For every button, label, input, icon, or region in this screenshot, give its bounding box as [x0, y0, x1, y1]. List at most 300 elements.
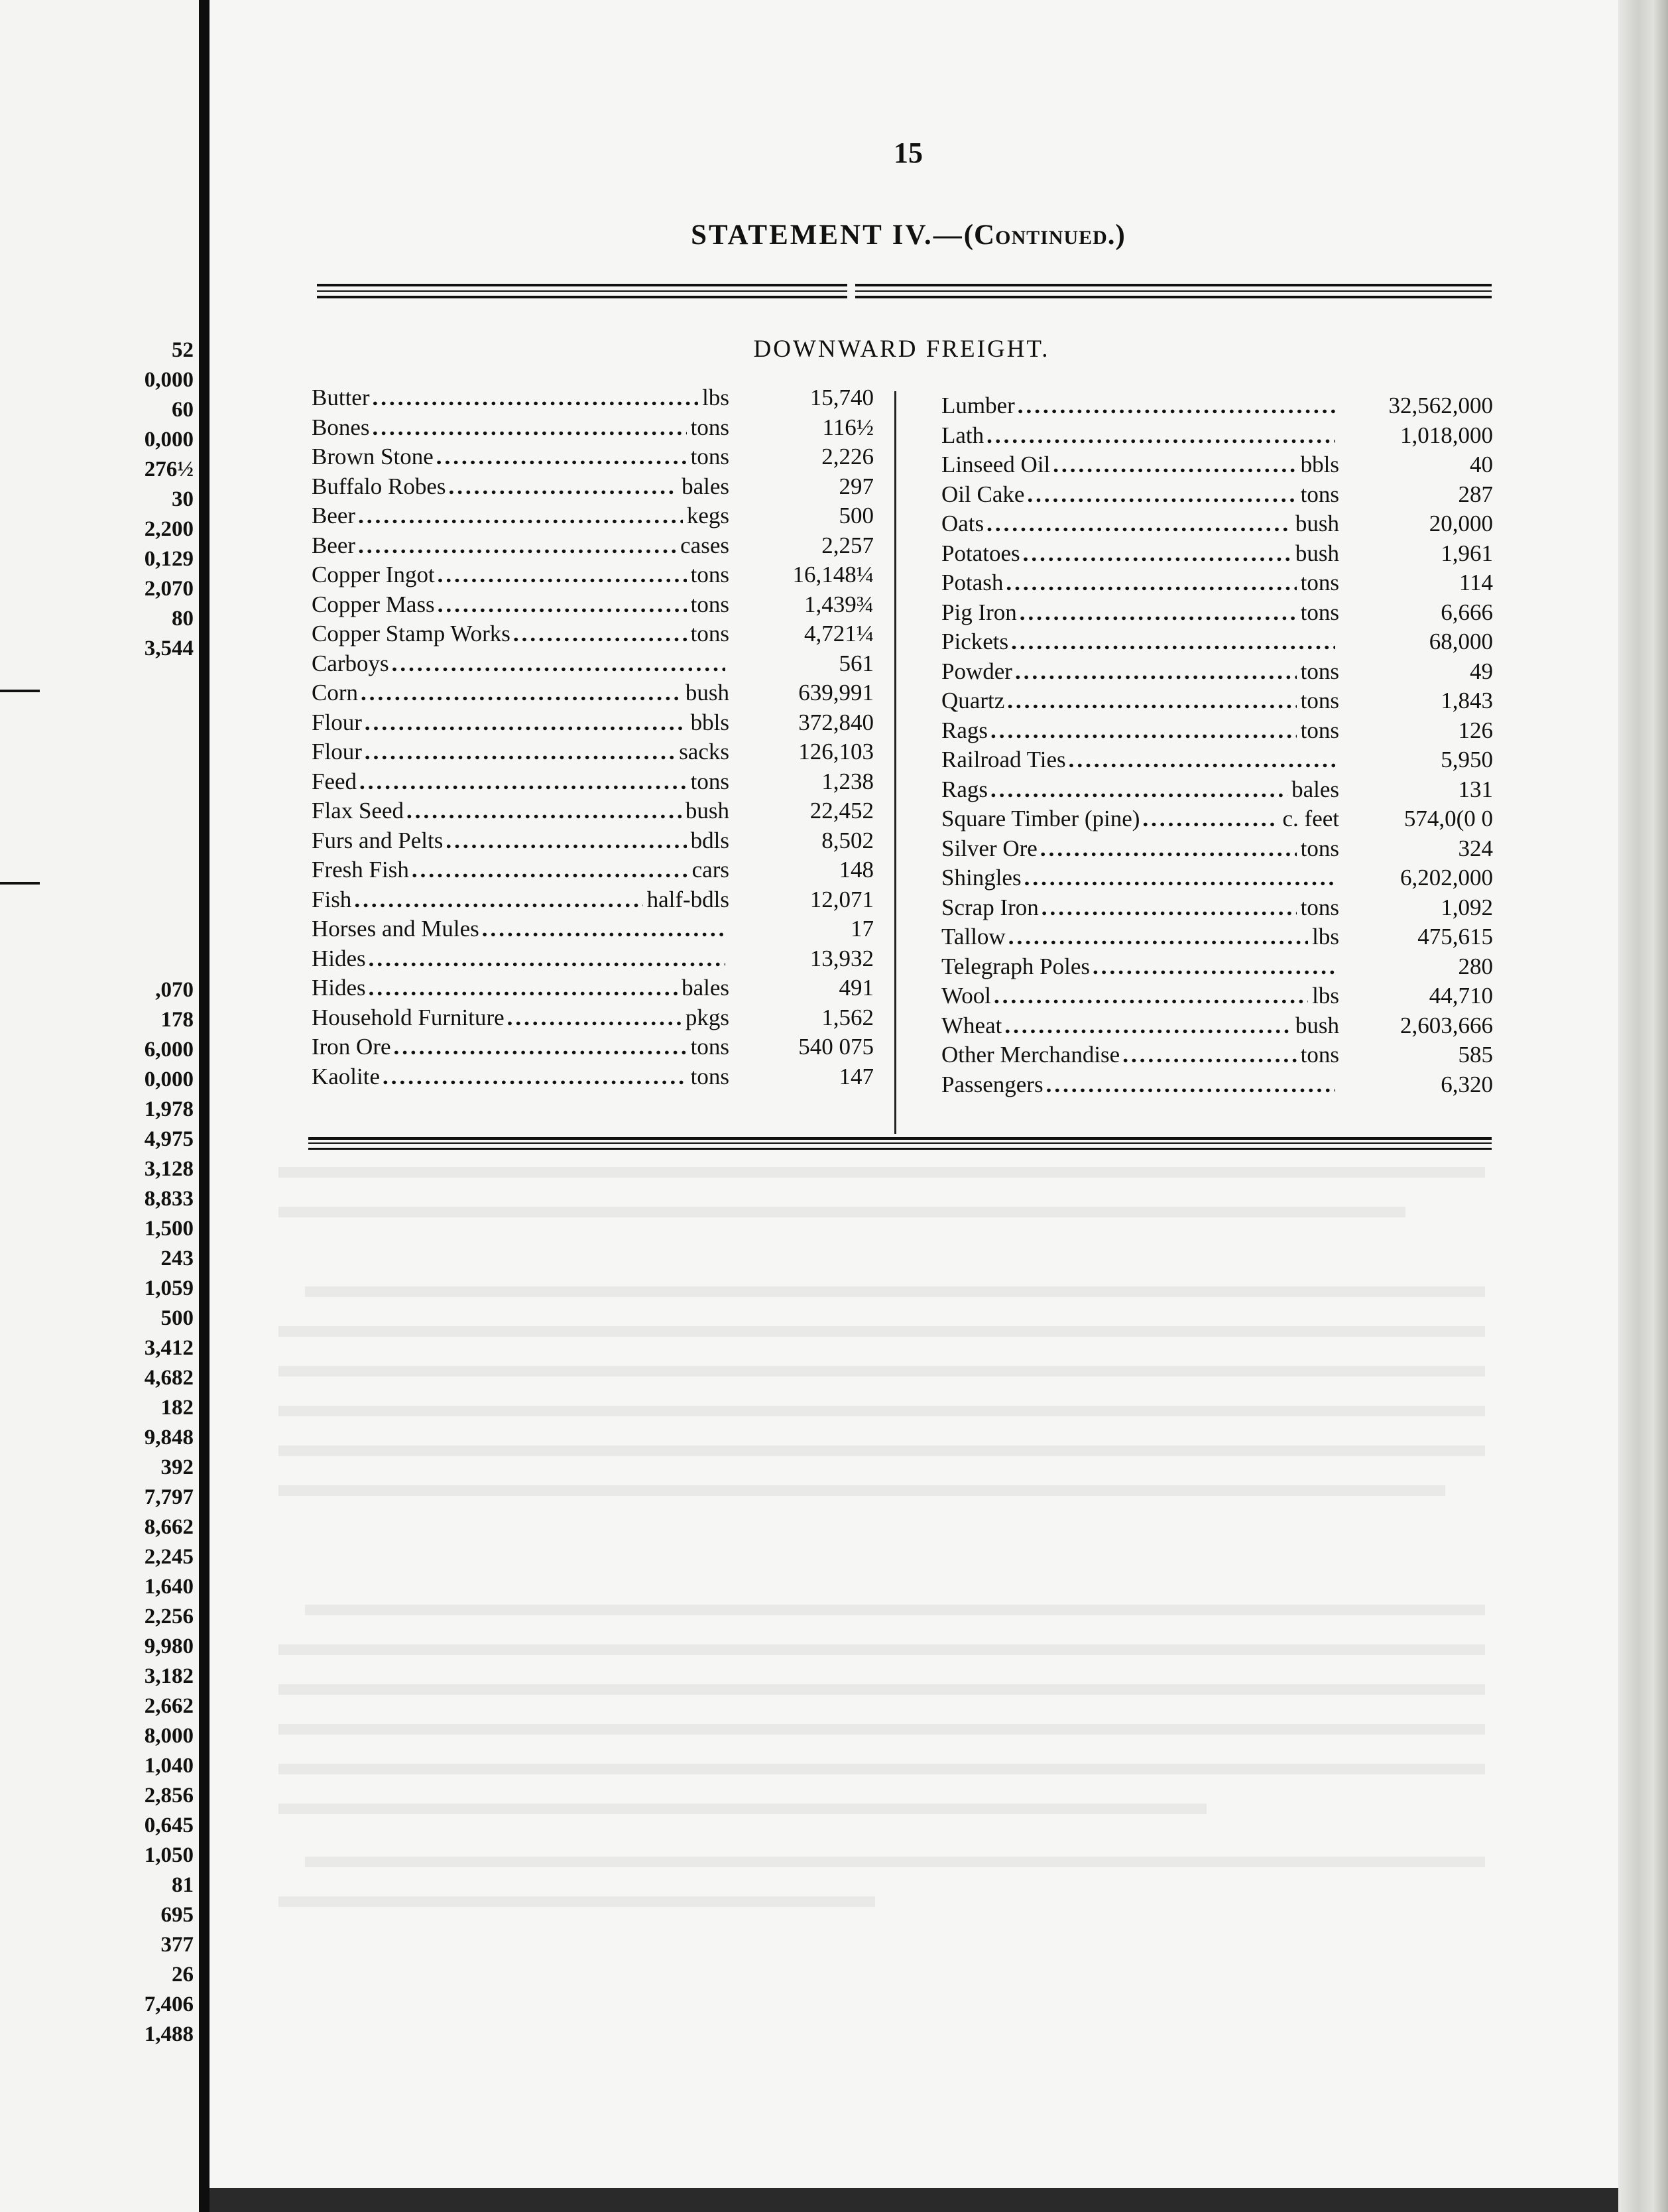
title-rule-left-bottom — [317, 296, 847, 298]
item-value: 540 075 — [798, 1034, 874, 1060]
item-value: 372,840 — [798, 709, 874, 735]
item-cell — [941, 1070, 1339, 1099]
item-unit: cars — [691, 857, 729, 883]
facing-page-number: 276½ — [144, 458, 194, 481]
item-cell — [941, 480, 1339, 509]
item-name: Beer — [312, 532, 356, 558]
item-name: Other Merchandise — [941, 1042, 1120, 1068]
item-cell — [312, 649, 729, 678]
item-cell — [312, 1062, 729, 1091]
item-value: 12,071 — [809, 886, 874, 912]
facing-page-number: 9,980 — [144, 1634, 194, 1658]
facing-page-number: 3,412 — [144, 1336, 194, 1360]
item-cell — [312, 560, 729, 589]
section-heading: DOWNWARD FREIGHT. — [753, 336, 1050, 363]
facing-page-number: 1,488 — [144, 2022, 194, 2046]
item-cell — [312, 590, 729, 619]
table-rule-mid — [308, 1142, 1492, 1144]
item-unit: tons — [690, 621, 729, 646]
item-unit: lbs — [702, 385, 729, 410]
item-value: 126,103 — [798, 739, 874, 765]
dot-leader — [394, 1032, 687, 1062]
item-name: Lumber — [941, 393, 1015, 418]
item-value: 6,320 — [1441, 1071, 1493, 1097]
item-name: Wheat — [941, 1012, 1002, 1038]
downward-freight-right-row — [941, 775, 1493, 804]
item-unit: tons — [1300, 599, 1339, 625]
downward-freight-right-row — [941, 480, 1493, 509]
item-name: Furs and Pelts — [312, 827, 444, 853]
downward-freight-right-row — [941, 745, 1493, 774]
item-value: 2,226 — [821, 444, 874, 469]
item-value: 40 — [1470, 452, 1493, 477]
downward-freight-left-row — [312, 472, 874, 501]
item-cell — [941, 686, 1339, 715]
bleed-through-line — [278, 1167, 1485, 1178]
item-value: 13,932 — [809, 945, 874, 971]
item-cell — [312, 383, 729, 412]
item-name: Quartz — [941, 688, 1005, 713]
item-unit: tons — [690, 591, 729, 617]
facing-page-number: 2,200 — [144, 517, 194, 541]
item-value: 6,202,000 — [1400, 865, 1493, 891]
facing-page-number: 2,662 — [144, 1694, 194, 1718]
dot-leader — [482, 914, 725, 944]
downward-freight-left-row — [312, 501, 874, 530]
item-cell — [941, 450, 1339, 479]
dot-leader — [1024, 863, 1335, 892]
table-rule-bottom — [308, 1148, 1492, 1150]
item-value: 297 — [839, 473, 874, 499]
item-name: Fresh Fish — [312, 857, 409, 883]
item-unit: bales — [1291, 776, 1339, 802]
facing-page-number: 2,070 — [144, 577, 194, 601]
dot-leader — [1069, 745, 1335, 774]
dot-leader — [1011, 627, 1335, 656]
item-name: Square Timber (pine) — [941, 806, 1140, 831]
item-unit: pkgs — [685, 1004, 729, 1030]
item-value: 561 — [839, 650, 874, 676]
dot-leader — [1042, 893, 1297, 922]
item-cell — [941, 598, 1339, 627]
item-unit: tons — [1300, 658, 1339, 684]
facing-page-number: 1,040 — [144, 1754, 194, 1778]
item-unit: half-bdls — [646, 886, 729, 912]
item-name: Oats — [941, 511, 984, 536]
downward-freight-right-row — [941, 568, 1493, 597]
downward-freight-right-row — [941, 391, 1493, 420]
item-name: Hides — [312, 975, 366, 1001]
table-rule-top — [308, 1137, 1492, 1140]
statement-title-main: STATEMENT IV.— — [691, 219, 964, 251]
item-value: 32,562,000 — [1388, 393, 1493, 418]
item-name: Scrap Iron — [941, 894, 1039, 920]
item-name: Feed — [312, 768, 357, 794]
item-unit: bbls — [690, 709, 729, 735]
downward-freight-right-row — [941, 1070, 1493, 1099]
item-value: 44,710 — [1429, 983, 1493, 1009]
bleed-through-line — [278, 1445, 1485, 1456]
downward-freight-left-row — [312, 560, 874, 589]
item-value: 475,615 — [1417, 924, 1493, 950]
column-divider — [894, 391, 896, 1134]
item-cell — [941, 981, 1339, 1011]
facing-page-number: 80 — [172, 607, 194, 631]
downward-freight-left-row — [312, 590, 874, 619]
facing-page-number: 8,833 — [144, 1187, 194, 1211]
item-value: 639,991 — [798, 680, 874, 706]
item-cell — [312, 708, 729, 737]
dot-leader — [1018, 391, 1335, 420]
facing-page-number: 243 — [160, 1247, 194, 1270]
dot-leader — [412, 855, 688, 885]
item-unit: bush — [1295, 540, 1339, 566]
facing-page-number: 178 — [160, 1008, 194, 1032]
title-rule-right-top — [855, 284, 1492, 286]
dot-leader — [994, 981, 1308, 1011]
dot-leader — [986, 509, 1291, 538]
downward-freight-right-row — [941, 863, 1493, 892]
item-value: 8,502 — [821, 827, 874, 853]
item-name: Pickets — [941, 629, 1009, 654]
dot-leader — [1122, 1040, 1296, 1070]
item-cell — [941, 657, 1339, 686]
facing-page-number: 1,640 — [144, 1575, 194, 1599]
facing-page-number: 7,797 — [144, 1485, 194, 1509]
item-unit: sacks — [679, 739, 729, 765]
facing-page-number: 0,000 — [144, 428, 194, 452]
item-value: 116½ — [822, 414, 874, 440]
item-unit: bales — [682, 975, 729, 1001]
facing-page-number: 4,682 — [144, 1366, 194, 1390]
downward-freight-left-row — [312, 649, 874, 678]
item-value: 1,018,000 — [1400, 422, 1493, 448]
item-cell — [941, 922, 1339, 952]
item-name: Flax Seed — [312, 798, 404, 824]
item-value: 1,092 — [1441, 894, 1493, 920]
item-unit: tons — [690, 444, 729, 469]
downward-freight-right-row — [941, 1040, 1493, 1070]
item-unit: tons — [690, 1063, 729, 1089]
facing-page-number: 52 — [172, 338, 194, 362]
dot-leader — [986, 421, 1335, 450]
item-value: 5,950 — [1441, 747, 1493, 772]
page-number: 15 — [894, 137, 923, 169]
bleed-through-line — [278, 1207, 1405, 1217]
bleed-through-line — [305, 1857, 1485, 1867]
dot-leader — [1046, 1070, 1335, 1099]
downward-freight-right-row — [941, 539, 1493, 568]
item-cell — [941, 1011, 1339, 1040]
item-unit: kegs — [686, 503, 729, 528]
dot-leader — [1142, 804, 1278, 833]
facing-page-number: 7,406 — [144, 1993, 194, 2016]
item-name: Beer — [312, 503, 356, 528]
downward-freight-right-row — [941, 922, 1493, 952]
statement-title — [570, 219, 1246, 251]
page-edge — [1618, 0, 1668, 2212]
item-unit: bush — [1295, 1012, 1339, 1038]
facing-page-number: 392 — [160, 1455, 194, 1479]
dot-leader — [1040, 834, 1297, 863]
bleed-through-line — [305, 1605, 1485, 1615]
item-unit: tons — [1300, 894, 1339, 920]
facing-page-number: 0,000 — [144, 368, 194, 392]
bleed-through-line — [278, 1724, 1485, 1735]
downward-freight-right-row — [941, 686, 1493, 715]
downward-freight-left-row — [312, 383, 874, 412]
item-unit: tons — [690, 1034, 729, 1060]
facing-page-number: 8,662 — [144, 1515, 194, 1539]
item-cell — [312, 472, 729, 501]
facing-page-number: 6,000 — [144, 1038, 194, 1062]
facing-page-number: 0,000 — [144, 1068, 194, 1091]
item-unit: tons — [1300, 1042, 1339, 1068]
item-value: 1,238 — [821, 768, 874, 794]
item-unit: bales — [682, 473, 729, 499]
dot-leader — [990, 775, 1287, 804]
item-name: Buffalo Robes — [312, 473, 446, 499]
item-cell — [941, 952, 1339, 981]
item-unit: bush — [685, 680, 729, 706]
bleed-through-line — [278, 1804, 1207, 1814]
dot-leader — [438, 560, 687, 589]
facing-page-number: 377 — [160, 1933, 194, 1957]
item-unit: tons — [690, 768, 729, 794]
item-cell — [312, 826, 729, 855]
item-name: Kaolite — [312, 1063, 381, 1089]
dot-leader — [513, 619, 687, 648]
downward-freight-left-row — [312, 1062, 874, 1091]
item-name: Powder — [941, 658, 1012, 684]
facing-page-number: 1,050 — [144, 1843, 194, 1867]
item-name: Corn — [312, 680, 358, 706]
item-value: 68,000 — [1429, 629, 1493, 654]
downward-freight-left-row — [312, 796, 874, 826]
item-unit: tons — [1300, 717, 1339, 743]
item-cell — [312, 914, 729, 944]
facing-page-number: 3,182 — [144, 1664, 194, 1688]
facing-page-number: 1,059 — [144, 1276, 194, 1300]
item-cell — [312, 767, 729, 796]
facing-page-number: ,070 — [155, 978, 194, 1002]
bleed-through-line — [278, 1406, 1485, 1416]
item-value: 147 — [839, 1063, 874, 1089]
item-value: 2,603,666 — [1400, 1012, 1493, 1038]
dot-leader — [1023, 539, 1291, 568]
item-value: 114 — [1459, 570, 1493, 595]
dot-leader — [1008, 922, 1308, 952]
item-value: 287 — [1458, 481, 1493, 507]
dot-leader — [1027, 480, 1296, 509]
item-value: 131 — [1458, 776, 1493, 802]
item-value: 6,666 — [1441, 599, 1493, 625]
item-unit: bbls — [1300, 452, 1339, 477]
facing-page-number: 2,856 — [144, 1784, 194, 1808]
item-unit: tons — [690, 562, 729, 587]
downward-freight-left-row — [312, 708, 874, 737]
item-value: 20,000 — [1429, 511, 1493, 536]
item-name: Silver Ore — [941, 835, 1038, 861]
book-gutter — [199, 0, 209, 2212]
bleed-through-line — [278, 1485, 1445, 1496]
item-cell — [312, 1032, 729, 1062]
bleed-through-line — [278, 1764, 1485, 1774]
item-value: 500 — [839, 503, 874, 528]
facing-page-rule — [0, 882, 40, 885]
dot-leader — [1015, 657, 1297, 686]
item-unit: tons — [690, 414, 729, 440]
downward-freight-left-row — [312, 442, 874, 471]
item-cell — [941, 716, 1339, 745]
dot-leader — [1093, 952, 1335, 981]
item-name: Bones — [312, 414, 370, 440]
facing-page-number: 2,245 — [144, 1545, 194, 1569]
item-name: Iron Ore — [312, 1034, 391, 1060]
downward-freight-right-row — [941, 598, 1493, 627]
downward-freight-right-row — [941, 421, 1493, 450]
item-cell — [941, 1040, 1339, 1070]
item-value: 585 — [1458, 1042, 1493, 1068]
downward-freight-right-row — [941, 893, 1493, 922]
downward-freight-left-row — [312, 767, 874, 796]
dot-leader — [383, 1062, 687, 1091]
item-name: Copper Stamp Works — [312, 621, 510, 646]
item-unit: lbs — [1312, 924, 1339, 950]
item-name: Hides — [312, 945, 366, 971]
dot-leader — [365, 708, 687, 737]
item-name: Passengers — [941, 1071, 1043, 1097]
facing-page-number: 9,848 — [144, 1426, 194, 1449]
item-value: 49 — [1470, 658, 1493, 684]
title-rule-left-top — [317, 284, 847, 286]
item-value: 148 — [839, 857, 874, 883]
facing-page-number: 2,256 — [144, 1605, 194, 1628]
dot-leader — [1006, 568, 1296, 597]
downward-freight-right-row — [941, 716, 1493, 745]
item-name: Potatoes — [941, 540, 1020, 566]
downward-freight-right-row — [941, 834, 1493, 863]
item-name: Flour — [312, 739, 362, 765]
item-name: Wool — [941, 983, 991, 1009]
downward-freight-left-row — [312, 826, 874, 855]
item-value: 17 — [851, 916, 874, 942]
facing-page-number: 3,544 — [144, 637, 194, 660]
item-cell — [941, 539, 1339, 568]
item-name: Linseed Oil — [941, 452, 1051, 477]
facing-page-number: 695 — [160, 1903, 194, 1927]
item-name: Butter — [312, 385, 370, 410]
dot-leader — [406, 796, 682, 826]
item-value: 15,740 — [809, 385, 874, 410]
item-name: Oil Cake — [941, 481, 1025, 507]
downward-freight-right-row — [941, 952, 1493, 981]
item-name: Copper Ingot — [312, 562, 435, 587]
item-cell — [312, 531, 729, 560]
item-cell — [941, 775, 1339, 804]
item-value: 1,843 — [1441, 688, 1493, 713]
dot-leader — [361, 678, 682, 707]
bleed-through-line — [305, 1286, 1485, 1297]
item-cell — [941, 627, 1339, 656]
dot-leader — [372, 383, 698, 412]
item-cell — [312, 944, 729, 973]
item-cell — [312, 973, 729, 1003]
downward-freight-left-row — [312, 1032, 874, 1062]
downward-freight-left-row — [312, 531, 874, 560]
item-unit: tons — [1300, 481, 1339, 507]
dot-leader — [507, 1003, 682, 1032]
facing-page-number: 500 — [160, 1306, 194, 1330]
facing-page-number: 8,000 — [144, 1724, 194, 1748]
item-cell — [312, 442, 729, 471]
item-cell — [941, 745, 1339, 774]
item-name: Rags — [941, 776, 988, 802]
item-value: 1,562 — [821, 1004, 874, 1030]
item-cell — [941, 568, 1339, 597]
item-cell — [312, 501, 729, 530]
item-value: 22,452 — [809, 798, 874, 824]
bleed-through-line — [278, 1896, 875, 1907]
downward-freight-right-row — [941, 804, 1493, 833]
item-cell — [312, 885, 729, 914]
facing-page-number: 0,129 — [144, 547, 194, 571]
downward-freight-left-row — [312, 914, 874, 944]
item-cell — [312, 737, 729, 767]
facing-page-number: 0,645 — [144, 1813, 194, 1837]
page-bottom-shadow — [209, 2188, 1618, 2212]
item-cell — [312, 413, 729, 442]
item-unit: bdls — [690, 827, 729, 853]
dot-leader — [449, 472, 678, 501]
facing-page-number: 26 — [172, 1963, 194, 1987]
bleed-through-line — [278, 1326, 1485, 1337]
dot-leader — [990, 716, 1297, 745]
bleed-through-line — [278, 1644, 1485, 1655]
item-cell — [312, 796, 729, 826]
downward-freight-right-row — [941, 509, 1493, 538]
downward-freight-left-row — [312, 737, 874, 767]
item-name: Carboys — [312, 650, 389, 676]
item-value: 324 — [1458, 835, 1493, 861]
item-name: Flour — [312, 709, 362, 735]
item-cell — [941, 863, 1339, 892]
item-cell — [941, 421, 1339, 450]
item-name: Lath — [941, 422, 984, 448]
facing-page-number: 1,978 — [144, 1097, 194, 1121]
dot-leader — [359, 767, 687, 796]
item-value: 16,148¼ — [792, 562, 874, 587]
dot-leader — [373, 413, 687, 442]
item-cell — [312, 678, 729, 707]
dot-leader — [369, 973, 678, 1003]
facing-page-rule — [0, 690, 40, 692]
downward-freight-right-row — [941, 1011, 1493, 1040]
item-value: 2,257 — [821, 532, 874, 558]
downward-freight-right-row — [941, 981, 1493, 1011]
item-value: 574,0(0 0 — [1403, 806, 1493, 831]
item-name: Telegraph Poles — [941, 953, 1091, 979]
item-cell — [312, 855, 729, 885]
item-cell — [941, 893, 1339, 922]
item-unit: tons — [1300, 688, 1339, 713]
dot-leader — [436, 442, 687, 471]
item-name: Pig Iron — [941, 599, 1017, 625]
bleed-through-line — [278, 1684, 1485, 1695]
item-value: 126 — [1458, 717, 1493, 743]
item-unit: cases — [680, 532, 729, 558]
item-name: Horses and Mules — [312, 916, 479, 942]
